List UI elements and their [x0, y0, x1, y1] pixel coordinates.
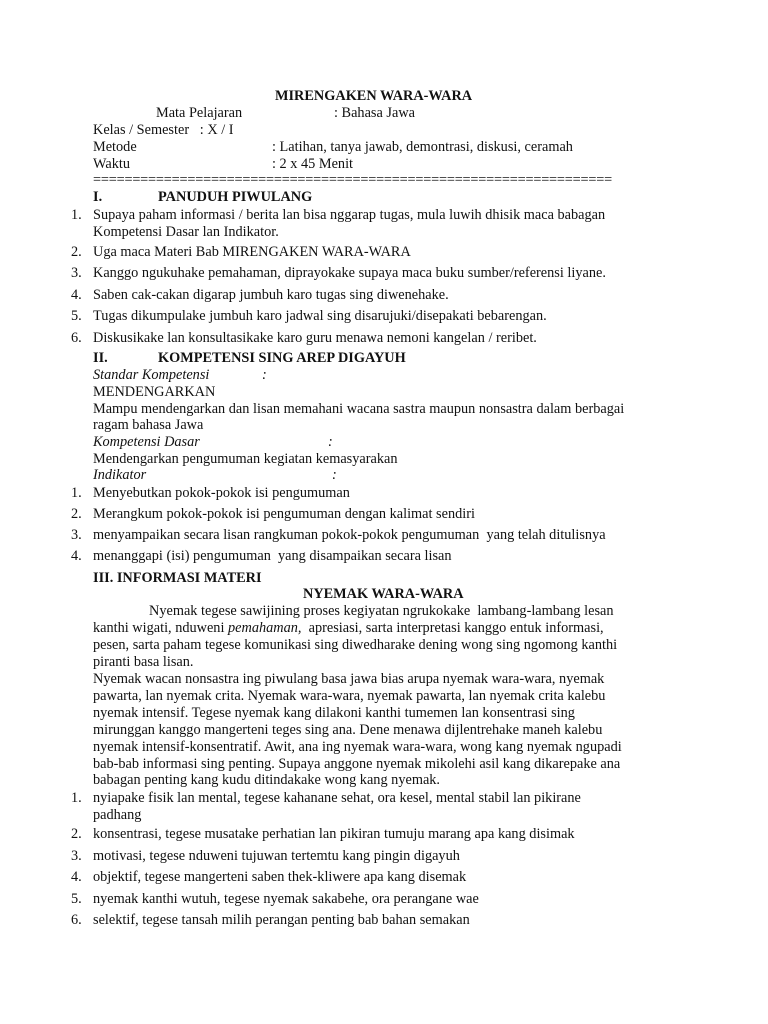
section-2-number: II.	[93, 350, 108, 366]
s3-item-text: konsentrasi, tegese musatake perhatian lan pikiran tumuju marang apa kang disimak	[93, 826, 575, 842]
sk-value: MENDENGARKAN	[93, 384, 216, 400]
paragraph-1-line: kanthi wigati, nduweni pemahaman, apresiasi, sarta interpretasi kanggo entuk informasi,	[93, 620, 604, 636]
paragraph-2-line: nyemak intensif. Tegese nyemak kang dilakoni kanthi tumemen lan konsentrasi sing	[93, 705, 575, 721]
s2-item-number: 4.	[71, 548, 82, 564]
s1-item-number: 6.	[71, 330, 82, 346]
s3-item-number: 6.	[71, 912, 82, 928]
s2-item-text: Merangkum pokok-pokok isi pengumuman dengan kalimat sendiri	[93, 506, 475, 522]
paragraph-1-line: piranti basa lisan.	[93, 654, 194, 670]
s3-item-number: 1.	[71, 790, 82, 806]
s2-item-text: menanggapi (isi) pengumuman yang disampaikan secara lisan	[93, 548, 452, 564]
s1-item-text: Diskusikake lan konsultasikake karo guru menawa nemoni kangelan / reribet.	[93, 330, 537, 346]
paragraph-2-line: babagan penting kang kudu ditindakake wong kang nyemak.	[93, 772, 441, 788]
section-3-subtitle: NYEMAK WARA-WARA	[303, 586, 464, 602]
s1-item-number: 4.	[71, 287, 82, 303]
s1-item-text: Supaya paham informasi / berita lan bisa nggarap tugas, mula luwih dhisik maca babagan	[93, 207, 606, 223]
s3-item-text: selektif, tegese tansah milih perangan penting bab bahan semakan	[93, 912, 470, 928]
s2-item-number: 3.	[71, 527, 82, 543]
s3-item-text: motivasi, tegese nduweni tujuwan tertemtu kang pingin digayuh	[93, 848, 460, 864]
s3-item-number: 5.	[71, 891, 82, 907]
s2-item-number: 1.	[71, 485, 82, 501]
paragraph-2-line: pawarta, lan nyemak crita. Nyemak wara-wara, nyemak pawarta, lan nyemak crita kalebu	[93, 688, 606, 704]
s3-item-number: 4.	[71, 869, 82, 885]
paragraph-1-line: pesen, sarta paham tegese komunikasi sing diwedharake dening wong sing ngomong kanthi	[93, 637, 618, 653]
s1-item-text: Tugas dikumpulake jumbuh karo jadwal sing disarujuki/disepakati bebarengan.	[93, 308, 547, 324]
section-3-heading: III. INFORMASI MATERI	[93, 570, 262, 586]
s2-item-text: Menyebutkan pokok-pokok isi pengumuman	[93, 485, 350, 501]
sk-description: Mampu mendengarkan dan lisan memahani wacana sastra maupun nonsastra dalam berbagai	[93, 401, 625, 417]
document-title: MIRENGAKEN WARA-WARA	[275, 88, 473, 104]
paragraph-2-line: bab-bab informasi sing penting. Supaya anggone nyemak mikolehi asil kang dikarepake ana	[93, 756, 621, 772]
metode-value: : Latihan, tanya jawab, demontrasi, diskusi, ceramah	[272, 139, 573, 155]
sk-colon: :	[262, 367, 267, 383]
sk-description-cont: ragam bahasa Jawa	[93, 417, 204, 433]
indikator-label: Indikator	[93, 467, 147, 483]
s3-item-number: 3.	[71, 848, 82, 864]
s1-item-text: Kanggo ngukuhake pemahaman, diprayokake supaya maca buku sumber/referensi liyane.	[93, 265, 606, 281]
s2-item-text: menyampaikan secara lisan rangkuman pokok-pokok pengumuman yang telah ditulisnya	[93, 527, 606, 543]
divider-line: ==================================================================	[93, 172, 612, 188]
s3-item-number: 2.	[71, 826, 82, 842]
indikator-colon: :	[332, 467, 337, 483]
kd-colon: :	[328, 434, 333, 450]
mapel-label: Mata Pelajaran	[156, 105, 243, 121]
section-1-heading: PANUDUH PIWULANG	[158, 189, 313, 205]
kd-value: Mendengarkan pengumuman kegiatan kemasyarakan	[93, 451, 398, 467]
s3-item-text: nyiapake fisik lan mental, tegese kahanane sehat, ora kesel, mental stabil lan pikirane	[93, 790, 581, 806]
s1-item-number: 2.	[71, 244, 82, 260]
s3-item-text-cont: padhang	[93, 807, 142, 823]
metode-label: Metode	[93, 139, 137, 155]
s1-item-text: Saben cak-cakan digarap jumbuh karo tugas sing diwenehake.	[93, 287, 449, 303]
waktu-value: : 2 x 45 Menit	[272, 156, 354, 172]
s1-item-text: Uga maca Materi Bab MIRENGAKEN WARA-WARA	[93, 244, 411, 260]
s3-item-text: nyemak kanthi wutuh, tegese nyemak sakabehe, ora perangane wae	[93, 891, 479, 907]
s1-item-number: 5.	[71, 308, 82, 324]
paragraph-2-line: nyemak intensif-konsentratif. Awit, ana ing nyemak wara-wara, wong kang nyemak ngupadi	[93, 739, 622, 755]
s3-item-text: objektif, tegese mangerteni saben thek-kliwere apa kang disemak	[93, 869, 467, 885]
s2-item-number: 2.	[71, 506, 82, 522]
paragraph-2-line: mirunggan kanggo mangerteni teges sing ana. Dene menawa dijlentrehake maneh kalebu	[93, 722, 603, 738]
kelas-line: Kelas / Semester : X / I	[93, 122, 234, 138]
kd-label: Kompetensi Dasar	[93, 434, 200, 450]
waktu-label: Waktu	[93, 156, 130, 172]
paragraph-1-line: Nyemak tegese sawijining proses kegiyatan ngrukokake lambang-lambang lesan	[149, 603, 614, 619]
section-1-number: I.	[93, 189, 103, 205]
paragraph-2-line: Nyemak wacan nonsastra ing piwulang basa jawa bias arupa nyemak wara-wara, nyemak	[93, 671, 605, 687]
s1-item-text-cont: Kompetensi Dasar lan Indikator.	[93, 224, 279, 240]
mapel-value: : Bahasa Jawa	[334, 105, 415, 121]
s1-item-number: 3.	[71, 265, 82, 281]
s1-item-number: 1.	[71, 207, 82, 223]
sk-label: Standar Kompetensi	[93, 367, 210, 383]
section-2-heading: KOMPETENSI SING AREP DIGAYUH	[158, 350, 406, 366]
